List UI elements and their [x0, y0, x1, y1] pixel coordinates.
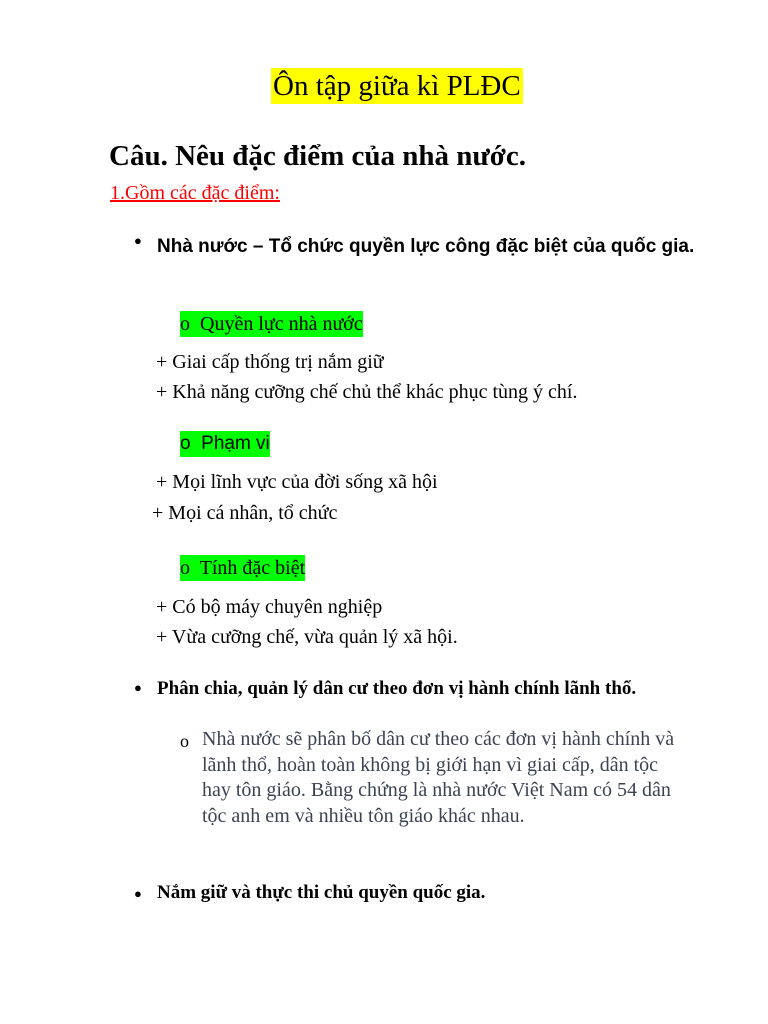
bullet-text-sovereignty: Nắm giữ và thực thi chủ quyền quốc gia.: [157, 882, 486, 903]
bullet-marker: ●: [134, 233, 142, 248]
bullet-marker: ●: [134, 680, 142, 695]
subitem-heading: Quyền lực nhà nước: [200, 313, 363, 335]
detail-line: + Khả năng cưỡng chế chủ thể khác phục tùng ý chí.: [156, 381, 578, 403]
subitem-heading: Tính đặc biệt: [199, 557, 306, 579]
detail-line: + Vừa cưỡng chế, vừa quản lý xã hội.: [156, 626, 458, 648]
subheading: 1.Gồm các đặc điểm:: [110, 182, 280, 204]
detail-line: + Mọi lĩnh vực của đời sống xã hội: [156, 471, 438, 493]
bullet-marker: ●: [134, 886, 142, 901]
detail-line: + Giai cấp thống trị nắm giữ: [156, 351, 384, 373]
subitem-scope: [180, 431, 270, 457]
subitem-heading: Phạm vi: [201, 433, 270, 454]
bullet-detail-paragraph: Nhà nước sẽ phân bố dân cư theo các đơn vị hành chính và lãnh thổ, hoàn toàn không bị giới hạn vì giai cấp, dân tộc hay tôn giáo. Bằng chứng là nhà nước Việt Nam có 54 dân tộc anh em và nhiều tôn giáo khác nhau.: [202, 728, 675, 827]
sub-marker: o: [180, 731, 189, 751]
document-title: Ôn tập giữa kì PLĐC: [273, 70, 521, 102]
detail-line: + Có bộ máy chuyên nghiệp: [156, 596, 383, 618]
subitem-state-power: [180, 311, 363, 337]
bullet-text-state-organization: Nhà nước – Tổ chức quyền lực công đặc biệt của quốc gia.: [157, 236, 695, 257]
sub-marker: o: [180, 557, 190, 579]
sub-marker: o: [180, 313, 190, 335]
subitem-special-nature: [180, 555, 305, 581]
bullet-text-population-division: Phân chia, quản lý dân cư theo đơn vị hành chính lãnh thổ.: [157, 678, 637, 699]
detail-line: + Mọi cá nhân, tổ chức: [152, 502, 338, 524]
question-heading: Câu. Nêu đặc điểm của nhà nước.: [109, 140, 526, 172]
sub-marker: o: [180, 433, 191, 454]
